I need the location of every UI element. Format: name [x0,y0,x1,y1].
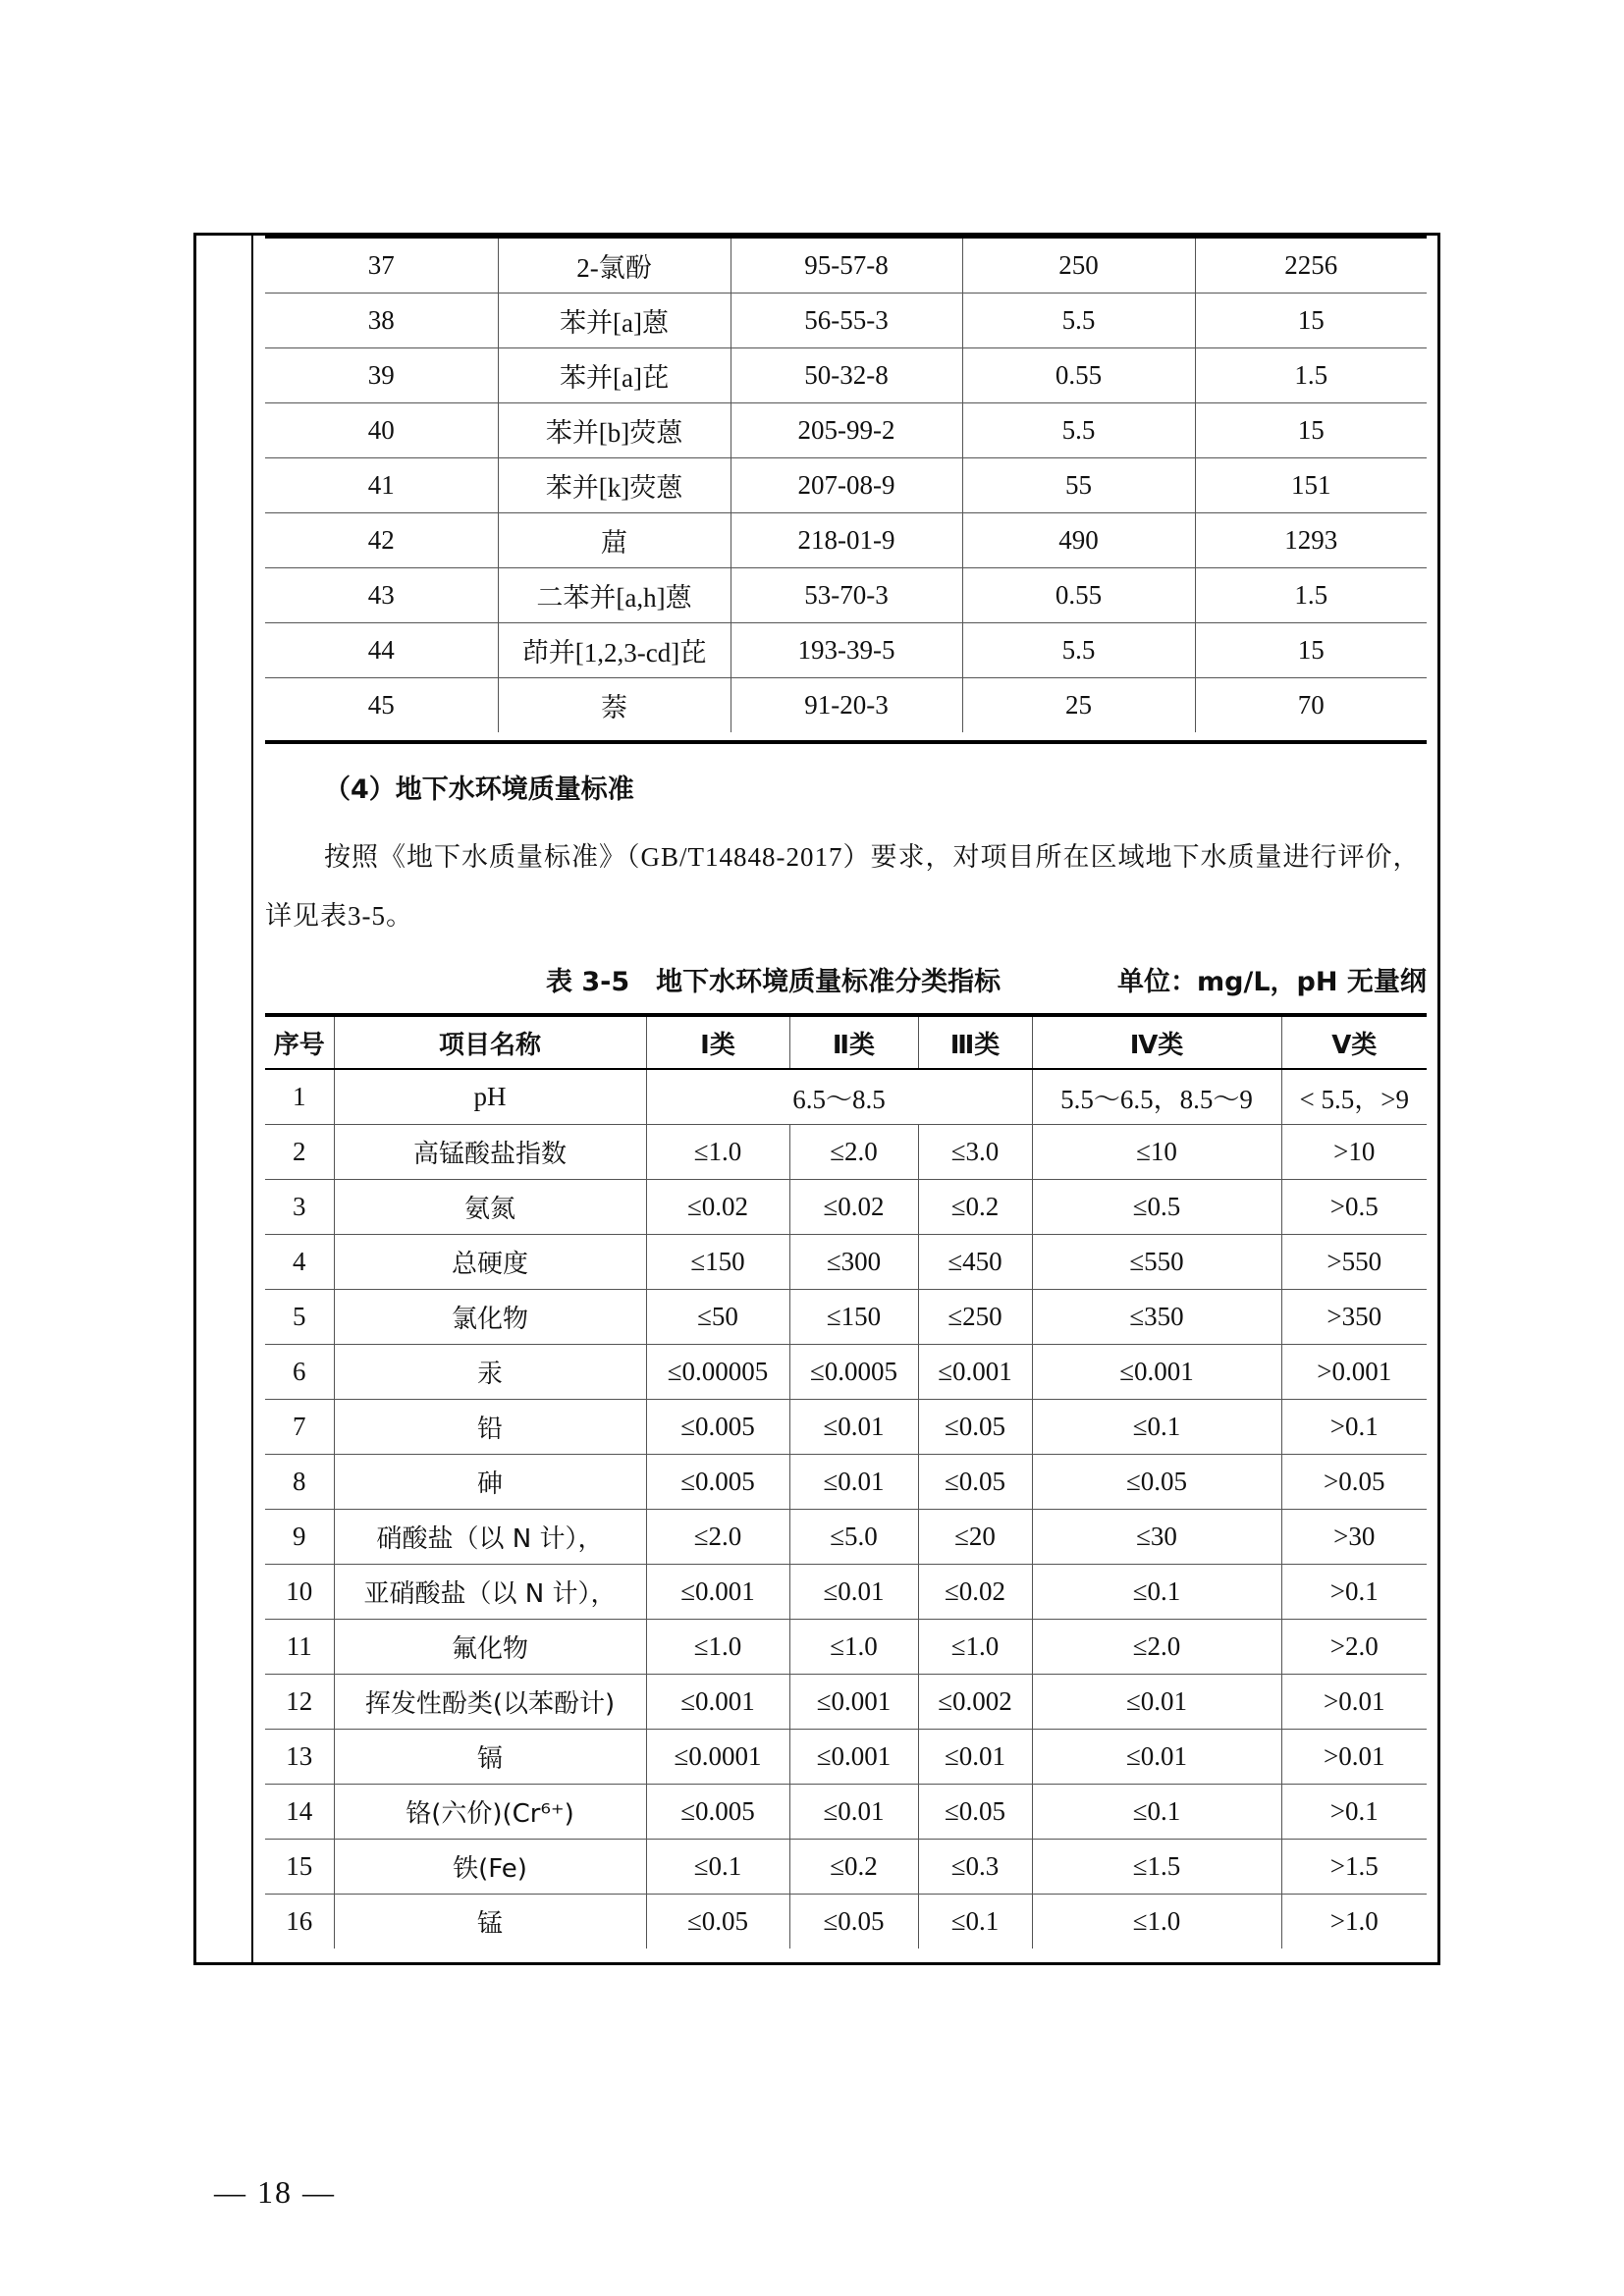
table-row [265,403,1427,458]
table-cell: 39 [265,348,498,403]
table-cell: >0.05 [1281,1455,1427,1510]
table-cell: ≤0.001 [789,1675,918,1730]
table-cell: ≤0.01 [918,1730,1032,1785]
table-cell: 56-55-3 [731,294,962,348]
table-row [265,1235,1427,1290]
table-cell: ≤0.2 [918,1180,1032,1235]
header-cell: 项目名称 [334,1015,646,1069]
table-row [265,1400,1427,1455]
table-cell: 37 [265,239,498,294]
table-cell: ≤0.005 [646,1400,789,1455]
table-row [265,1895,1427,1949]
table-cell: ≤300 [789,1235,918,1290]
table-cell: 䓛 [498,513,731,568]
table-cell: 9 [265,1510,334,1565]
table-cell: ≤0.01 [789,1565,918,1620]
table-cell: ≤0.002 [918,1675,1032,1730]
table-cell: >550 [1281,1235,1427,1290]
table-cell: ≤1.0 [1032,1895,1281,1949]
table-row [265,1180,1427,1235]
table-cell: 41 [265,458,498,513]
table-cell: ≤450 [918,1235,1032,1290]
table-cell: ≤0.0001 [646,1730,789,1785]
table-cell: ≤0.05 [789,1895,918,1949]
table-cell: ≤2.0 [789,1125,918,1180]
table-cell: ≤2.0 [1032,1620,1281,1675]
table-cell: 250 [962,239,1195,294]
table-cell: ≤0.02 [789,1180,918,1235]
table-cell: ≤0.001 [918,1345,1032,1400]
table-cell: ≤0.1 [918,1895,1032,1949]
table-cell: 1.5 [1195,348,1427,403]
table-cell: 7 [265,1400,334,1455]
table-cell: >0.1 [1281,1785,1427,1840]
table-cell: >1.5 [1281,1840,1427,1895]
table-cell: ≤20 [918,1510,1032,1565]
table-cell: 4 [265,1235,334,1290]
table-cell: ≤0.02 [646,1180,789,1235]
table-row [265,513,1427,568]
table-cell: >0.01 [1281,1730,1427,1785]
table-cell: ≤0.05 [918,1785,1032,1840]
table-cell: 氯化物 [334,1290,646,1345]
table-header-row [265,1015,1427,1069]
table-cell: 207-08-9 [731,458,962,513]
table-cell: 15 [1195,403,1427,458]
table-body [265,1069,1427,1949]
table-cell: 8 [265,1455,334,1510]
table-cell: ≤0.01 [1032,1730,1281,1785]
table-cell: 0.55 [962,348,1195,403]
table-row [265,1069,1427,1125]
table-cell: 95-57-8 [731,239,962,294]
table-cell: 苯并[a]芘 [498,348,731,403]
table-cell: ≤150 [646,1235,789,1290]
frame-inner-rule [251,236,253,1962]
table-row [265,239,1427,294]
table-cell: ≤1.0 [646,1125,789,1180]
table-row [265,1730,1427,1785]
table-cell: 5 [265,1290,334,1345]
table-cell: ≤0.05 [918,1455,1032,1510]
table-cell: ≤0.001 [789,1730,918,1785]
table-cell: >0.1 [1281,1565,1427,1620]
table-cell: 锰 [334,1895,646,1949]
table-cell: 55 [962,458,1195,513]
table-cell: ≤1.5 [1032,1840,1281,1895]
header-cell: 序号 [265,1015,334,1069]
table-cell: ≤0.001 [1032,1345,1281,1400]
table-cell: >30 [1281,1510,1427,1565]
table-cell: ≤0.01 [1032,1675,1281,1730]
table-cell: 汞 [334,1345,646,1400]
table-row [265,1290,1427,1345]
table-cell: >1.0 [1329,1906,1379,1936]
table-row [265,1510,1427,1565]
table-cell: ≤0.05 [1032,1455,1281,1510]
page-number: — 18 — [214,2174,336,2210]
table-cell: 44 [265,623,498,678]
table-cell: 5.5～6.5，8.5～9 [1032,1069,1281,1125]
table-cell: 总硬度 [334,1235,646,1290]
table-row [265,1565,1427,1620]
table-cell: 91-20-3 [731,678,962,733]
table-cell: >0.01 [1281,1675,1427,1730]
table-cell: 15 [1195,623,1427,678]
table-cell: ≤0.005 [646,1785,789,1840]
table-cell: 45 [265,678,498,733]
table-cell: pH [334,1069,646,1125]
groundwater-quality-table [265,1013,1427,1949]
table-row [265,294,1427,348]
table-caption-title: 表 3-5 地下水环境质量标准分类指标 [546,967,1001,997]
table-caption-unit: 单位：mg/L，pH 无量纲 [1117,967,1427,997]
table-cell: ≤0.3 [918,1840,1032,1895]
table-cell: 铁(Fe) [334,1840,646,1895]
table-cell: 205-99-2 [731,403,962,458]
table-cell: ≤30 [1032,1510,1281,1565]
table-cell: 70 [1297,690,1325,720]
table-cell: 1.5 [1195,568,1427,623]
table-cell: 萘 [498,678,731,733]
table-cell: ≤0.01 [789,1455,918,1510]
table-cell: ≤0.01 [789,1785,918,1840]
table-cell: 13 [265,1730,334,1785]
table-cell: ≤0.1 [1032,1565,1281,1620]
table-cell: ≤0.1 [646,1840,789,1895]
table-cell: 3 [265,1180,334,1235]
table-cell: ≤1.0 [646,1620,789,1675]
table-cell: 镉 [334,1730,646,1785]
table-cell: 43 [265,568,498,623]
table-cell: 53-70-3 [731,568,962,623]
table-cell: 193-39-5 [731,623,962,678]
table-cell: 二苯并[a,h]蒽 [498,568,731,623]
table-cell: 5.5 [962,623,1195,678]
table-cell: 50-32-8 [731,348,962,403]
table-cell: 苯并[a]蒽 [498,294,731,348]
header-cell: Ⅴ类 [1281,1015,1427,1069]
table-cell: 0.55 [962,568,1195,623]
table-cell: ≤3.0 [918,1125,1032,1180]
table-row [265,348,1427,403]
section-heading: （4）地下水环境质量标准 [324,774,634,805]
table-cell: ≤1.0 [789,1620,918,1675]
table-cell: ≤0.1 [1032,1785,1281,1840]
header-cell: Ⅱ类 [789,1015,918,1069]
table-row [265,1455,1427,1510]
table-cell: ≤0.00005 [646,1345,789,1400]
table-cell: ≤550 [1032,1235,1281,1290]
table-body [265,239,1427,732]
table-cell: >350 [1281,1290,1427,1345]
table-cell: 高锰酸盐指数 [334,1125,646,1180]
body-paragraph: 按照《地下水质量标准》（GB/T14848-2017）要求，对项目所在区域地下水质量进行评价，详见表3-5。 [265,842,1421,931]
table-cell: ≤2.0 [646,1510,789,1565]
table-cell: 2256 [1195,239,1427,294]
table-row [265,1675,1427,1730]
table-cell: 25 [962,678,1195,733]
table-cell: ≤0.01 [789,1400,918,1455]
header-cell: Ⅲ类 [918,1015,1032,1069]
header-cell: Ⅰ类 [646,1015,789,1069]
table-cell: 14 [265,1785,334,1840]
table-cell: 苯并[k]荧蒽 [498,458,731,513]
table-cell: 38 [265,294,498,348]
table-cell: 2-氯酚 [498,239,731,294]
table-cell: ≤0.2 [789,1840,918,1895]
table-cell: 151 [1195,458,1427,513]
table-cell: 6.5～8.5 [646,1069,1032,1125]
pollutant-limit-table-continuation [265,239,1427,732]
table-cell: ≤150 [789,1290,918,1345]
table-cell: 亚硝酸盐（以 N 计）， [334,1565,646,1620]
table-cell: 苯并[b]荧蒽 [498,403,731,458]
table-row [265,568,1427,623]
table-cell: 挥发性酚类(以苯酚计) [334,1675,646,1730]
table-cell: 40 [265,403,498,458]
table-cell: 15 [1195,294,1427,348]
table-bottom-rule [265,740,1427,744]
table-cell: ≤1.0 [918,1620,1032,1675]
table-cell: 11 [265,1620,334,1675]
table-cell: >0.5 [1281,1180,1427,1235]
table-cell: ≤350 [1032,1290,1281,1345]
table-row [265,1620,1427,1675]
table-cell: ≤250 [918,1290,1032,1345]
table-cell: >10 [1281,1125,1427,1180]
table-cell: 铅 [334,1400,646,1455]
table-cell: ≤0.02 [918,1565,1032,1620]
table-cell: 铬(六价)(Cr⁶⁺) [334,1785,646,1840]
table-cell: ≤0.5 [1032,1180,1281,1235]
table-cell: 5.5 [962,294,1195,348]
table-cell: ≤0.05 [918,1400,1032,1455]
table-cell: ≤0.05 [646,1895,789,1949]
table-row [265,458,1427,513]
table-cell: 6 [265,1345,334,1400]
table-cell: ≤0.0005 [789,1345,918,1400]
table-cell: 氨氮 [334,1180,646,1235]
table-row [265,623,1427,678]
table-cell: >0.001 [1281,1345,1427,1400]
table-cell: 12 [265,1675,334,1730]
table-cell: 15 [265,1840,334,1895]
table-cell: 5.5 [962,403,1195,458]
table-cell: ≤50 [646,1290,789,1345]
table-cell: 2 [265,1125,334,1180]
table-cell: 砷 [334,1455,646,1510]
table-cell: 16 [265,1895,334,1949]
table-cell: ≤0.001 [646,1675,789,1730]
table-row [265,1345,1427,1400]
table-cell: ≤10 [1032,1125,1281,1180]
table-cell: 1 [265,1069,334,1125]
table-cell: >2.0 [1281,1620,1427,1675]
table-cell: 218-01-9 [731,513,962,568]
table-cell: ≤0.005 [646,1455,789,1510]
table-row [265,1840,1427,1895]
table-row [265,1125,1427,1180]
table-cell: < 5.5，>9 [1281,1069,1427,1125]
table-cell: >0.1 [1281,1400,1427,1455]
table-cell: 氟化物 [334,1620,646,1675]
table-cell: 硝酸盐（以 N 计）， [334,1510,646,1565]
table-cell: 10 [265,1565,334,1620]
table-cell: 42 [265,513,498,568]
table-cell: ≤5.0 [789,1510,918,1565]
table-cell: 490 [962,513,1195,568]
table-cell: ≤0.001 [646,1565,789,1620]
table-row [265,1785,1427,1840]
table-cell: ≤0.1 [1032,1400,1281,1455]
table-cell: 1293 [1195,513,1427,568]
table-row [265,678,1427,733]
header-cell: Ⅳ类 [1032,1015,1281,1069]
table-cell: 茚并[1,2,3-cd]芘 [498,623,731,678]
